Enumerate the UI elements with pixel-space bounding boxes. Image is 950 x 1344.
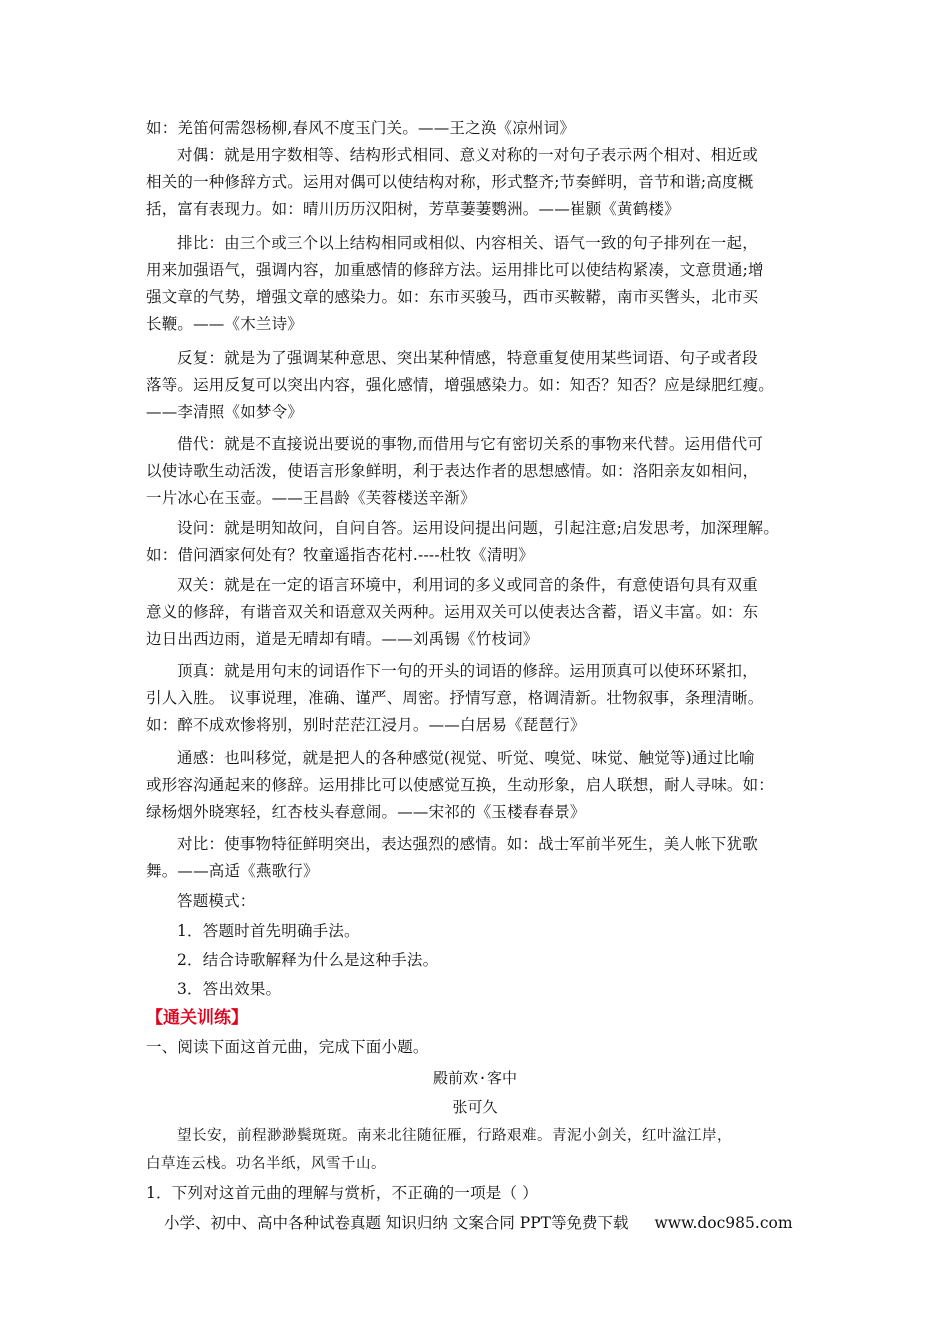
question-1: 1．下列对这首元曲的理解与赏析，不正确的一项是（ ） (146, 1184, 538, 1202)
text-line: 以使诗歌生动活泼，使语言形象鲜明，利于表达作者的思想感情。如：洛阳亲友如相问， (146, 462, 759, 480)
text-line: 引人入胜。 议事说理，准确、谨严、周密。抒情写意，格调清新。壮物叙事，条理清晰。 (146, 689, 764, 707)
text-line: 如：醉不成欢惨将别，别时茫茫江浸月。——白居易《琵琶行》 (146, 716, 586, 734)
section-title: 【通关训练】 (146, 1008, 248, 1028)
text-line: 2．结合诗歌解释为什么是这种手法。 (177, 951, 439, 969)
text-line: 强文章的气势，增强文章的感染力。如：东市买骏马，西市买鞍鞯，南市买辔头，北市买 (146, 288, 759, 306)
poem-title: 殿前欢·客中 (432, 1069, 518, 1087)
text-line: 反复：就是为了强调某种意思、突出某种情感，特意重复使用某些词语、句子或者段 (177, 349, 758, 367)
text-line: 通感：也叫移觉，就是把人的各种感觉(视觉、听觉、嗅觉、味觉、触觉等)通过比喻 (177, 749, 755, 767)
text-line: 括，富有表现力。如：晴川历历汉阳树，芳草萋萋鹦洲。——崔颢《黄鹤楼》 (146, 200, 680, 218)
footer-url[interactable]: www.doc985.com (654, 1214, 793, 1232)
poem-author: 张可久 (452, 1098, 498, 1116)
text-line: 借代：就是不直接说出要说的事物,而借用与它有密切关系的事物来代替。运用借代可 (177, 435, 764, 453)
text-line: 对比：使事物特征鲜明突出，表达强烈的感情。如：战士军前半死生，美人帐下犹歌 (177, 835, 758, 853)
text-line: 边日出西边雨，道是无晴却有晴。——刘禹锡《竹枝词》 (146, 630, 539, 648)
text-line: 落等。运用反复可以突出内容，强化感情，增强感染力。如：知否？知否？应是绿肥红瘦。 (146, 376, 775, 394)
poem-line: 白草连云栈。功名半纸，风雪千山。 (146, 1156, 386, 1172)
text-line: 舞。——高适《燕歌行》 (146, 862, 319, 880)
text-line: 顶真：就是用句末的词语作下一句的开头的词语的修辞。运用顶真可以使环环紧扣， (177, 662, 758, 680)
text-line: 相关的一种修辞方式。运用对偶可以使结构对称，形式整齐;节奏鲜明，音节和谐;高度概 (146, 173, 754, 191)
text-line: 绿杨烟外晓寒轻，红杏枝头春意闹。——宋祁的《玉楼春春景》 (146, 803, 586, 821)
poem-line: 望长安，前程渺渺鬓斑斑。南来北往随征雁，行路艰难。青泥小剑关，红叶湓江岸， (177, 1128, 732, 1144)
text-line: 1．答题时首先明确手法。 (177, 922, 360, 940)
text-line: 意义的修辞，有谐音双关和语意双关两种。运用双关可以使表达含蓄，语义丰富。如：东 (146, 603, 759, 621)
text-line: 一片冰心在玉壶。——王昌龄《芙蓉楼送辛渐》 (146, 489, 476, 507)
text-line: 对偶：就是用字数相等、结构形式相同、意义对称的一对句子表示两个相对、相近或 (177, 146, 758, 164)
text-line: 排比：由三个或三个以上结构相同或相似、内容相关、语气一致的句子排列在一起， (177, 234, 758, 252)
text-line: 3．答出效果。 (177, 980, 282, 998)
text-line: 或形容沟通起来的修辞。运用排比可以使感觉互换，生动形象，启人联想，耐人寻味。如： (146, 776, 775, 794)
text-line: 如：羌笛何需怨杨柳,春风不度玉门关。——王之涣《凉州词》 (146, 119, 576, 137)
footer (164, 1213, 793, 1233)
text-line: 如：借问酒家何处有？牧童遥指杏花村.----杜牧《清明》 (146, 546, 534, 564)
text-line: 长鞭。——《木兰诗》 (146, 315, 304, 333)
text-line: 答题模式： (177, 892, 256, 910)
question-intro: 一、阅读下面这首元曲，完成下面小题。 (146, 1038, 429, 1056)
text-line: ——李清照《如梦令》 (146, 403, 304, 421)
text-line: 设问：就是明知故问，自问自答。运用设问提出问题，引起注意;启发思考，加深理解。 (177, 519, 780, 537)
text-line: 用来加强语气，强调内容，加重感情的修辞方法。运用排比可以使结构紧凑，文意贯通;增 (146, 261, 764, 279)
text-line: 双关：就是在一定的语言环境中，利用词的多义或同音的条件，有意使语句具有双重 (177, 576, 758, 594)
footer-text: 小学、初中、高中各种试卷真题 知识归纳 文案合同 PPT等免费下载 (164, 1214, 629, 1232)
